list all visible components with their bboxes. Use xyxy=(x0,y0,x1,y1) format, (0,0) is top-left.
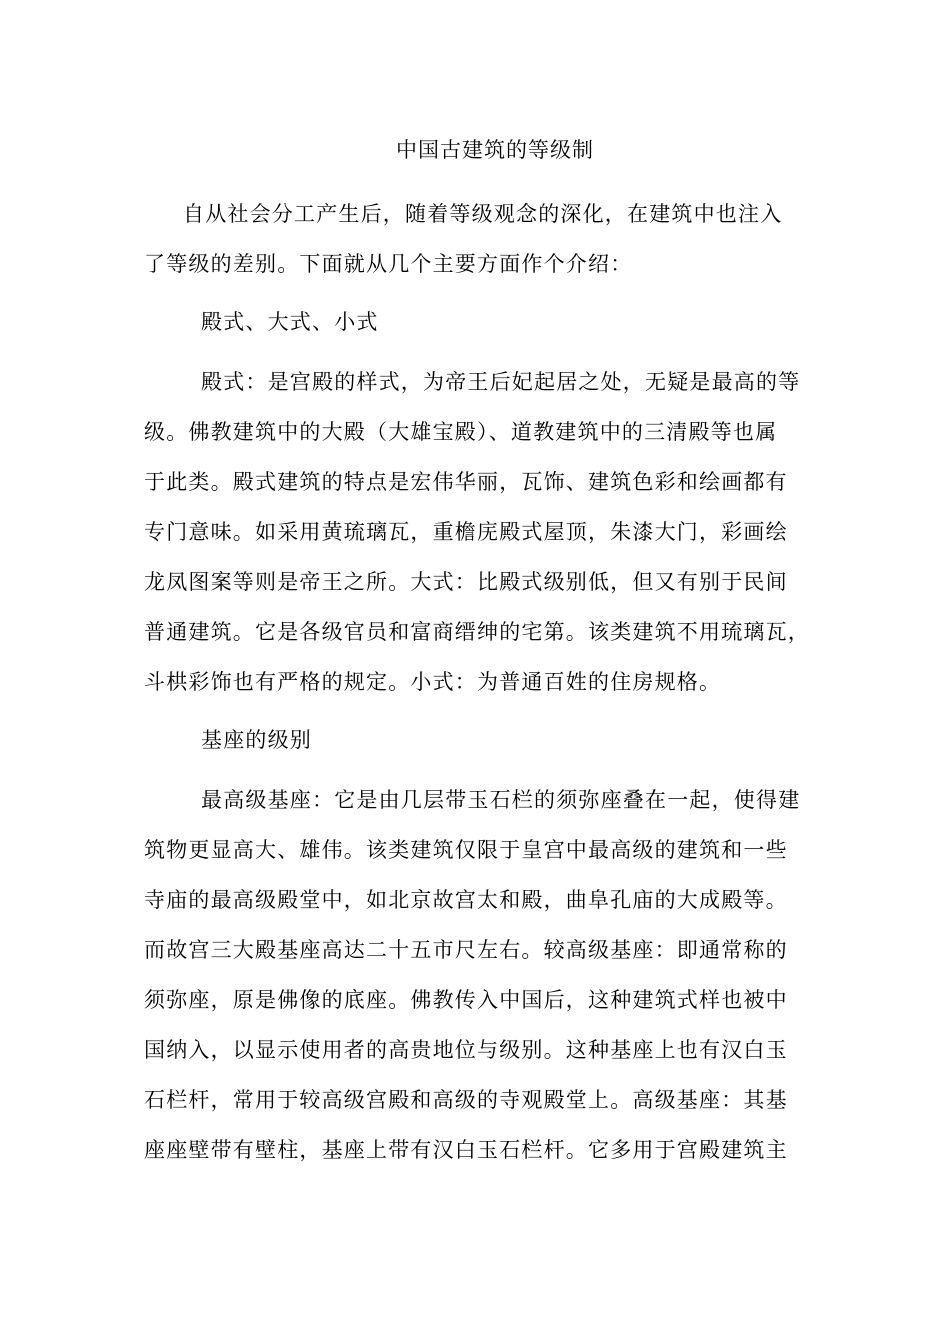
paragraph-line: 筑物更显高大、雄伟。该类建筑仅限于皇宫中最高级的建筑和一些 xyxy=(144,838,788,862)
document-title: 中国古建筑的等级制 xyxy=(396,138,594,162)
paragraph-line: 寺庙的最高级殿堂中，如北京故宫太和殿，曲阜孔庙的大成殿等。 xyxy=(144,888,788,912)
paragraph-line: 于此类。殿式建筑的特点是宏伟华丽，瓦饰、建筑色彩和绘画都有 xyxy=(144,470,788,494)
paragraph-line: 自从社会分工产生后，随着等级观念的深化，在建筑中也注入 xyxy=(183,202,783,226)
paragraph-line: 龙凤图案等则是帝王之所。大式：比殿式级别低，但又有别于民间 xyxy=(144,570,788,594)
paragraph-line: 斗栱彩饰也有严格的规定。小式：为普通百姓的住房规格。 xyxy=(144,670,722,694)
paragraph-line: 专门意味。如采用黄琉璃瓦，重檐庑殿式屋顶，朱漆大门，彩画绘 xyxy=(144,520,788,544)
paragraph-line: 普通建筑。它是各级官员和富商缙绅的宅第。该类建筑不用琉璃瓦， xyxy=(144,620,810,644)
section-heading: 殿式、大式、小式 xyxy=(201,310,379,334)
paragraph-line: 级。佛教建筑中的大殿（大雄宝殿）、道教建筑中的三清殿等也属 xyxy=(144,420,778,444)
paragraph-line: 石栏杆，常用于较高级宫殿和高级的寺观殿堂上。高级基座：其基 xyxy=(144,1088,788,1112)
paragraph-line: 座座壁带有壁柱，基座上带有汉白玉石栏杆。它多用于宫殿建筑主 xyxy=(144,1138,788,1162)
paragraph-line: 最高级基座：它是由几层带玉石栏的须弥座叠在一起，使得建 xyxy=(201,788,801,812)
paragraph-line: 了等级的差别。下面就从几个主要方面作个介绍： xyxy=(144,252,633,276)
section-heading: 基座的级别 xyxy=(201,728,312,752)
paragraph-line: 须弥座，原是佛像的底座。佛教传入中国后，这种建筑式样也被中 xyxy=(144,988,788,1012)
paragraph-line: 而故宫三大殿基座高达二十五市尺左右。较高级基座：即通常称的 xyxy=(144,938,788,962)
paragraph-line: 殿式：是宫殿的样式，为帝王后妃起居之处，无疑是最高的等 xyxy=(201,370,801,394)
paragraph-line: 国纳入，以显示使用者的高贵地位与级别。这种基座上也有汉白玉 xyxy=(144,1038,788,1062)
